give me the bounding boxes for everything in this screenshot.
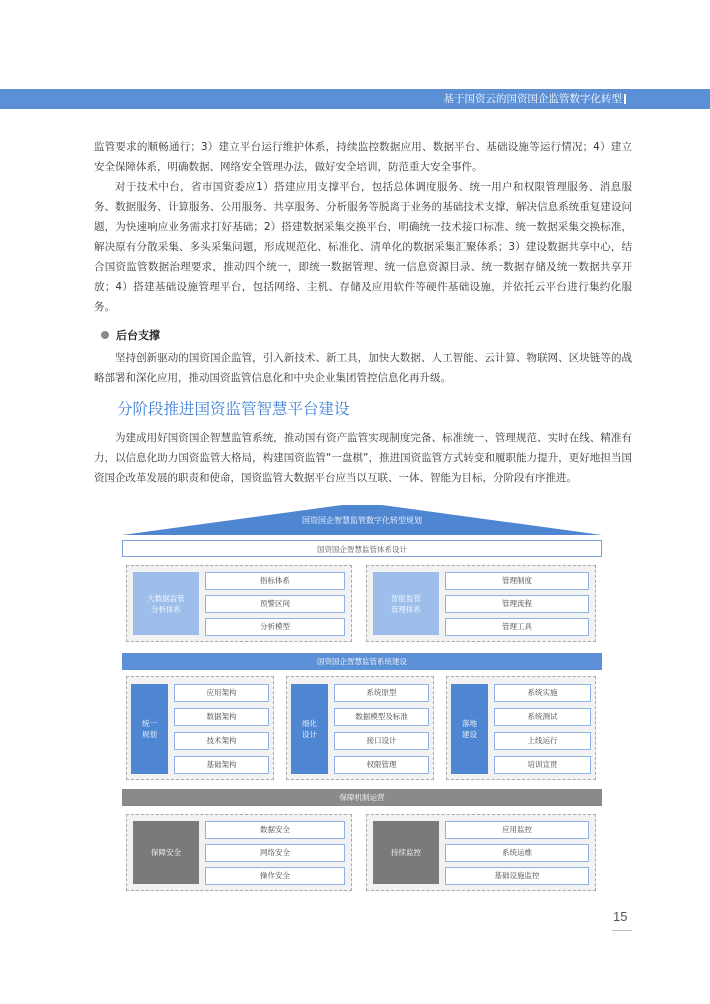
management-tag bbox=[373, 572, 439, 635]
security-item: 网络安全 bbox=[205, 844, 345, 862]
management-tag-line2: 管理体系 bbox=[391, 604, 421, 614]
management-item: 管理制度 bbox=[445, 572, 589, 590]
security-item: 操作安全 bbox=[205, 867, 345, 885]
analysis-item: 预警区间 bbox=[205, 595, 345, 613]
plan-item: 应用架构 bbox=[174, 684, 269, 702]
design-tag-line2: 设计 bbox=[302, 730, 317, 739]
impl-item: 系统测试 bbox=[494, 708, 591, 726]
design-item: 权限管理 bbox=[334, 756, 429, 774]
analysis-tag-line1: 大数据监管 bbox=[147, 593, 185, 603]
roof-title: 国资国企智慧监管数字化转型规划 bbox=[302, 516, 422, 525]
bullet-heading bbox=[101, 327, 160, 345]
plan-panel bbox=[126, 676, 274, 780]
bullet-heading-text: 后台支撑 bbox=[116, 329, 160, 342]
plan-item: 数据架构 bbox=[174, 708, 269, 726]
design-item: 接口设计 bbox=[334, 732, 429, 750]
guarantee-bar: 保障机制运营 bbox=[122, 789, 602, 806]
page-number: 15 bbox=[613, 909, 628, 924]
plan-tag bbox=[131, 684, 168, 774]
paragraph-1: 监管要求的顺畅通行；3）建立平台运行维护体系，持续监控数据应用、数据平台、基础设施等运行情况；4）建立安全保障体系，明确数据、网络安全管理办法，做好安全培训，防范重大安全事件。 bbox=[94, 141, 632, 173]
system-build-bar: 国资国企智慧监管系统建设 bbox=[122, 653, 602, 670]
paragraph-3: 坚持创新驱动的国资国企监管，引入新技术、新工具，加快大数据、人工智能、云计算、物联网、区块链等的战略部署和深化应用，推动国资监管信息化和中央企业集团管控信息化再升级。 bbox=[94, 352, 632, 384]
bullet-dot-icon bbox=[101, 331, 109, 339]
analysis-tag-line2: 分析体系 bbox=[151, 604, 181, 614]
plan-item: 技术架构 bbox=[174, 732, 269, 750]
paragraph-2: 对于技术中台，省市国资委应1）搭建应用支撑平台，包括总体调度服务、统一用户和权限管理服务、消息服务、数据服务、计算服务、公用服务、共享服务、分析服务等脱离于业务的基础技术支撑，解决信息系统重复建设问题，为快速响应业务需求打好基础；2）搭建数据采集交换平台，明确统一技术接口标准、统一数据采集交换标准，解决原有分散采集、多头采集问题，形成规范化、标准化、清单化的数据采集汇聚体系；3）建设数据共享中心，结合国资监管数据治理要求，推动四个统一，即统一数据管理、统一信息资源目录、统一数据存储及统一数据共享开放；4）搭建基础设施管理平台，包括网络、主机、存储及应用软件等硬件基础设施，并依托云平台进行集约化服务。 bbox=[94, 181, 632, 313]
security-tag: 保障安全 bbox=[133, 821, 199, 884]
paragraph-1-block bbox=[94, 137, 632, 177]
header-divider bbox=[624, 94, 626, 104]
plan-tag-line1: 统一 bbox=[142, 719, 157, 728]
plan-tag-line2: 规划 bbox=[142, 730, 157, 739]
system-design-bar: 国资国企智慧监管体系设计 bbox=[122, 540, 602, 557]
management-item: 管理流程 bbox=[445, 595, 589, 613]
impl-tag-line2: 建设 bbox=[462, 730, 477, 739]
page-number-rule bbox=[612, 930, 632, 931]
section-title: 分阶段推进国资监管智慧平台建设 bbox=[117, 400, 350, 418]
monitor-panel bbox=[366, 814, 596, 891]
running-header-title: 基于国资云的国资国企监管数字化转型 bbox=[443, 93, 622, 105]
management-item: 管理工具 bbox=[445, 618, 589, 636]
impl-tag-line1: 落地 bbox=[462, 719, 477, 728]
monitor-item: 应用监控 bbox=[445, 821, 589, 839]
management-panel bbox=[366, 565, 596, 642]
monitor-item: 基础设施监控 bbox=[445, 867, 589, 885]
monitor-tag: 持续监控 bbox=[373, 821, 439, 884]
plan-item: 基础架构 bbox=[174, 756, 269, 774]
management-tag-line1: 智能监管 bbox=[391, 593, 421, 603]
paragraph-3-block bbox=[94, 348, 632, 388]
design-item: 系统原型 bbox=[334, 684, 429, 702]
design-tag-line1: 细化 bbox=[302, 719, 317, 728]
analysis-item: 指标体系 bbox=[205, 572, 345, 590]
impl-panel bbox=[446, 676, 596, 780]
design-panel bbox=[286, 676, 434, 780]
analysis-panel bbox=[126, 565, 352, 642]
analysis-tag bbox=[133, 572, 199, 635]
planning-diagram bbox=[122, 505, 602, 895]
design-tag bbox=[291, 684, 328, 774]
header-band bbox=[0, 89, 710, 109]
design-item: 数据模型及标准 bbox=[334, 708, 429, 726]
impl-item: 系统实施 bbox=[494, 684, 591, 702]
paragraph-4: 为建成用好国资国企智慧监管系统，推动国有资产监管实现制度完备、标准统一、管理规范、实时在线、精准有力，以信息化助力国资监管大格局，构建国资监管“一盘棋”，推进国资监管方式转变和履职能力提升，更好地担当国资国企改革发展的职责和使命，国资监管大数据平台应当以互联、一体、智能为目标，分阶段有序推进。 bbox=[94, 432, 632, 484]
analysis-item: 分析模型 bbox=[205, 618, 345, 636]
paragraph-4-block bbox=[94, 428, 632, 488]
impl-tag bbox=[451, 684, 488, 774]
monitor-item: 系统运维 bbox=[445, 844, 589, 862]
impl-item: 上线运行 bbox=[494, 732, 591, 750]
security-item: 数据安全 bbox=[205, 821, 345, 839]
paragraph-2-block bbox=[94, 177, 632, 317]
impl-item: 培训宣贯 bbox=[494, 756, 591, 774]
security-panel bbox=[126, 814, 352, 891]
